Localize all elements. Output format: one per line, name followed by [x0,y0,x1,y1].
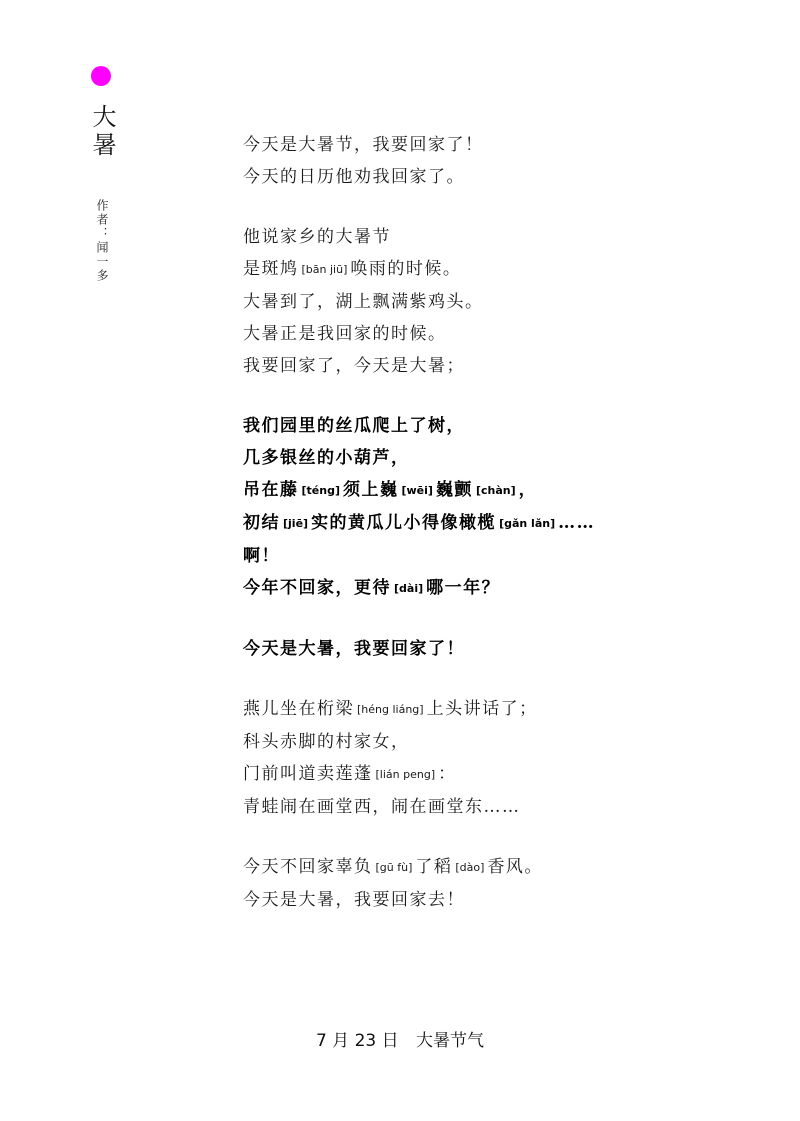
pinyin-annotation: [chàn] [475,484,516,497]
stanza [243,410,763,605]
stanza [243,129,763,193]
poem-line [243,129,763,161]
line-text: 我要回家了，今天是大暑； [243,356,465,376]
line-text: 今天是大暑，我要回家去！ [243,890,465,910]
poem-line [243,791,763,823]
line-text: 上头讲话了； [426,699,538,719]
line-text: 大暑正是我回家的时候。 [243,324,447,344]
poem-line [243,318,763,350]
poem-line [243,442,763,474]
line-text: 今天的日历他劝我回家了。 [243,167,465,187]
poem-line [243,286,763,318]
line-text: 几多银丝的小葫芦， [243,448,410,468]
pinyin-annotation: [bān jiū] [301,263,348,276]
poem-line [243,474,763,507]
stanza [243,633,763,665]
poem-line [243,410,763,442]
author-credit: 作者：闻一多 [95,199,109,283]
poem-line [243,161,763,193]
poem-line [243,253,763,286]
footer-date: 7 月 23 日 [315,1031,399,1051]
footer [0,1026,800,1051]
pinyin-annotation: [téng] [301,484,340,497]
line-text: 须上巍 [342,480,399,500]
pinyin-annotation: [jiē] [283,517,309,530]
poem-line [243,507,763,540]
line-text: 今天不回家辜负 [243,857,373,877]
pinyin-annotation: [héng liáng] [357,703,424,716]
line-text: 今天是大暑，我要回家了！ [243,639,465,659]
pinyin-annotation: [gǎn lǎn] [499,517,556,530]
poem-line [243,350,763,382]
line-text: 哪一年？ [426,578,501,598]
footer-solar-term: 大暑节气 [416,1031,485,1051]
poem-line [243,726,763,758]
line-text: 初结 [243,513,280,533]
pinyin-annotation: [gū fù] [375,861,413,874]
line-text: …… [558,513,596,533]
pinyin-annotation: [dài] [394,582,424,595]
poem-line [243,633,763,665]
pinyin-annotation: [lián peng] [375,768,436,781]
line-text: 实的黄瓜儿小得像橄榄 [311,513,497,533]
line-text: 门前叫道卖莲蓬 [243,764,373,784]
poem-line [243,572,763,605]
line-text: 吊在藤 [243,480,299,500]
line-text: 今年不回家，更待 [243,578,391,598]
line-text: 他说家乡的大暑节 [243,227,391,247]
line-text: 啊！ [243,546,280,566]
stanza [243,851,763,916]
pinyin-annotation: [wēi] [401,484,433,497]
poem-line [243,758,763,791]
line-text: 唤雨的时候。 [350,259,462,279]
line-text: 是斑鸠 [243,259,299,279]
line-text: 香风。 [487,857,543,877]
line-text: 我们园里的丝瓜爬上了树， [243,416,465,436]
poem-line [243,693,763,726]
line-text: ： [438,764,457,784]
poem-line [243,540,763,572]
poem-line [243,221,763,253]
line-text: 了稻 [415,857,453,877]
stanza [243,693,763,823]
poem-title: 大暑 [88,104,116,160]
poem-line [243,884,763,916]
poem-body [243,129,763,944]
poem-line [243,851,763,884]
accent-dot [91,66,111,86]
stanza [243,221,763,382]
line-text: 巍颤 [435,480,473,500]
line-text: 科头赤脚的村家女， [243,732,410,752]
line-text: 燕儿坐在桁梁 [243,699,354,719]
line-text: 大暑到了，湖上飘满紫鸡头。 [243,292,484,312]
line-text: ， [518,480,538,500]
pinyin-annotation: [dào] [455,861,485,874]
line-text: 青蛙闹在画堂西，闹在画堂东…… [243,797,521,817]
line-text: 今天是大暑节，我要回家了！ [243,135,484,155]
